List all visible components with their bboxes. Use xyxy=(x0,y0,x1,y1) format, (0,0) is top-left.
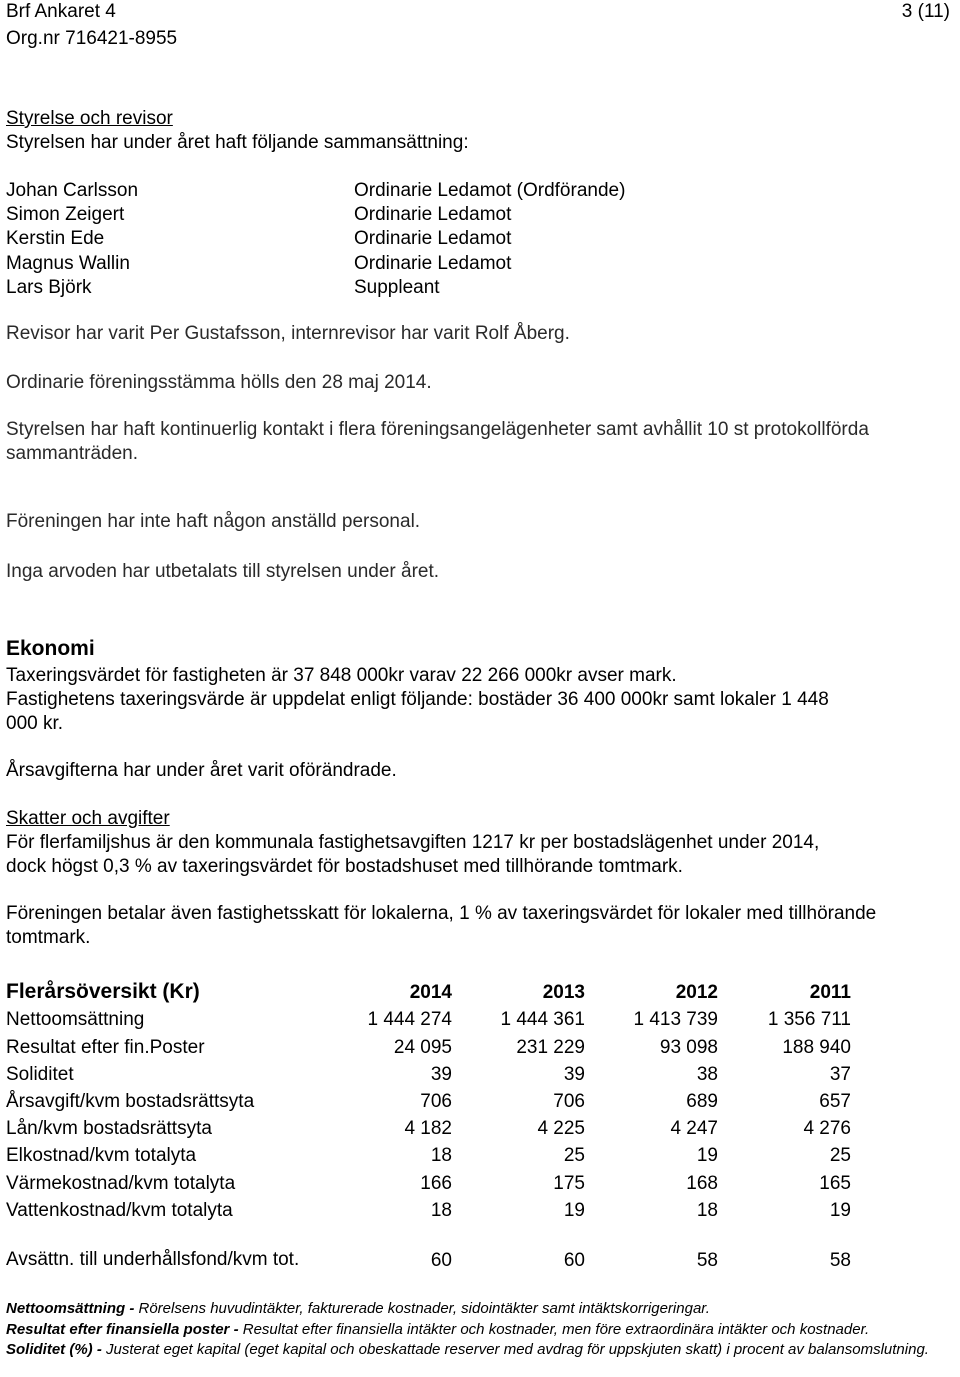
table-row xyxy=(6,1113,851,1140)
note-item xyxy=(6,1299,956,1320)
table-row xyxy=(6,1167,851,1194)
row-value: 18 xyxy=(696,1199,718,1221)
member-role: Ordinarie Ledamot (Ordförande) xyxy=(354,180,626,201)
row-label: Soliditet xyxy=(6,1063,74,1085)
row-value: 4 225 xyxy=(537,1118,585,1140)
row-label: Avsättn. till underhållsfond/kvm tot. xyxy=(6,1248,300,1270)
row-value: 1 444 274 xyxy=(367,1009,452,1031)
row-value: 93 098 xyxy=(659,1036,718,1058)
row-value: 1 444 361 xyxy=(500,1009,585,1031)
row-value: 175 xyxy=(553,1172,585,1194)
taxes-heading: Skatter och avgifter xyxy=(6,808,170,829)
row-label: Värmekostnad/kvm totalyta xyxy=(6,1172,236,1194)
org-name: Brf Ankaret 4 xyxy=(6,1,116,22)
row-value: 19 xyxy=(829,1199,851,1221)
member-role: Ordinarie Ledamot xyxy=(354,252,512,274)
row-value: 4 182 xyxy=(404,1118,452,1140)
row-value: 166 xyxy=(420,1172,452,1194)
member-name: Magnus Wallin xyxy=(6,252,130,274)
row-value: 37 xyxy=(829,1063,851,1085)
note-item xyxy=(6,1320,956,1341)
row-label: Årsavgift/kvm bostadsrättsyta xyxy=(6,1090,255,1112)
table-row xyxy=(6,1086,851,1113)
row-value: 39 xyxy=(430,1063,452,1085)
table-row xyxy=(6,1140,851,1167)
table-row xyxy=(6,1222,851,1272)
row-label: Elkostnad/kvm totalyta xyxy=(6,1145,197,1167)
row-value: 38 xyxy=(696,1063,718,1085)
board-intro: Styrelsen har under året haft följande sammansättning: xyxy=(6,132,469,153)
overview-title: Flerårsöversikt (Kr) xyxy=(6,980,200,1004)
row-value: 4 247 xyxy=(670,1118,718,1140)
note-text: Rörelsens huvudintäkter, fakturerade kostnader, sidointäkter samt intäktskorrigeringar. xyxy=(134,1300,710,1317)
page-number: 3 (11) xyxy=(901,1,950,22)
economy-heading: Ekonomi xyxy=(6,637,95,660)
row-value: 39 xyxy=(563,1063,585,1085)
row-label: Resultat efter fin.Poster xyxy=(6,1036,205,1058)
row-value: 689 xyxy=(686,1090,718,1112)
year-header: 2012 xyxy=(675,982,718,1004)
row-value: 58 xyxy=(829,1249,851,1271)
member-name: Lars Björk xyxy=(6,276,92,298)
member-row xyxy=(6,227,625,251)
row-value: 18 xyxy=(430,1199,452,1221)
table-row xyxy=(6,1004,851,1031)
note-term: Resultat efter finansiella poster - xyxy=(6,1320,239,1338)
row-value: 168 xyxy=(686,1172,718,1194)
table-header-row xyxy=(6,977,851,1004)
member-row xyxy=(6,252,625,276)
year-header: 2014 xyxy=(409,982,452,1004)
staff-text: Föreningen har inte haft någon anställd personal. xyxy=(6,511,421,532)
member-role: Ordinarie Ledamot xyxy=(354,228,512,250)
row-value: 58 xyxy=(696,1249,718,1271)
row-value: 25 xyxy=(563,1145,585,1167)
row-value: 1 413 739 xyxy=(633,1009,718,1031)
table-row xyxy=(6,1059,851,1086)
tax-split-text: Fastighetens taxeringsvärde är uppdelat enligt följande: bostäder 36 400 000kr samt lokaler 1 448 000 kr. xyxy=(6,689,829,734)
year-header: 2011 xyxy=(809,982,851,1004)
member-role: Suppleant xyxy=(354,276,440,298)
tax-value-text: Taxeringsvärdet för fastigheten är 37 848 000kr varav 22 266 000kr avser mark. xyxy=(6,665,677,686)
row-value: 60 xyxy=(430,1249,452,1271)
note-text: Resultat efter finansiella intäkter och kostnader, men före extraordinära intäkter och kostnader. xyxy=(238,1320,870,1338)
member-name: Kerstin Ede xyxy=(6,228,105,250)
row-value: 19 xyxy=(696,1145,718,1167)
note-item xyxy=(6,1340,956,1361)
row-value: 657 xyxy=(819,1090,851,1112)
row-value: 18 xyxy=(430,1145,452,1167)
note-term: Soliditet (%) - xyxy=(6,1341,102,1358)
row-value: 706 xyxy=(553,1090,585,1112)
board-heading: Styrelse och revisor xyxy=(6,108,173,129)
row-value: 706 xyxy=(420,1090,452,1112)
board-members-list xyxy=(6,179,625,300)
member-row xyxy=(6,276,625,300)
row-value: 1 356 711 xyxy=(767,1009,851,1031)
table-row xyxy=(6,1195,851,1222)
year-header: 2013 xyxy=(542,982,585,1004)
definitions-notes xyxy=(6,1299,956,1361)
note-text: Justerat eget kapital (eget kapital och obeskattade reserver med avdrag för uppskjuten skatt) i procent av balansomslutning. xyxy=(101,1341,929,1358)
member-name: Johan Carlsson xyxy=(6,180,139,201)
auditor-text: Revisor har varit Per Gustafsson, internrevisor har varit Rolf Åberg. xyxy=(6,323,570,344)
table-row xyxy=(6,1031,851,1058)
taxes-paragraph-2: Föreningen betalar även fastighetsskatt för lokalerna, 1 % av taxeringsvärdet för lokaler med tillhörande tomtmark. xyxy=(6,903,877,948)
row-value: 4 276 xyxy=(803,1118,851,1140)
row-value: 231 229 xyxy=(516,1036,585,1058)
row-value: 19 xyxy=(563,1199,585,1221)
contact-text: Styrelsen har haft kontinuerlig kontakt i flera föreningsangelägenheter samt avhållit 10 st protokollförda sammanträden. xyxy=(6,419,869,464)
row-label: Lån/kvm bostadsrättsyta xyxy=(6,1118,212,1140)
row-label: Vattenkostnad/kvm totalyta xyxy=(6,1199,233,1221)
row-value: 25 xyxy=(829,1145,851,1167)
multi-year-overview-table xyxy=(6,977,851,1272)
row-value: 188 940 xyxy=(782,1036,851,1058)
row-value: 60 xyxy=(563,1249,585,1271)
annual-fees-text: Årsavgifterna har under året varit oförändrade. xyxy=(6,760,397,781)
org-number: Org.nr 716421-8955 xyxy=(6,28,178,49)
row-value: 165 xyxy=(819,1172,851,1194)
member-row xyxy=(6,179,625,203)
member-row xyxy=(6,203,625,227)
member-role: Ordinarie Ledamot xyxy=(354,204,512,226)
fees-text: Inga arvoden har utbetalats till styrelsen under året. xyxy=(6,561,440,582)
taxes-paragraph-1: För flerfamiljshus är den kommunala fastighetsavgiften 1217 kr per bostadslägenhet under 2014, dock högst 0,3 % av taxeringsvärdet för bostadshuset med tillhörande tomtmark. xyxy=(6,832,820,877)
row-label: Nettoomsättning xyxy=(6,1009,145,1031)
member-name: Simon Zeigert xyxy=(6,204,125,226)
row-value: 24 095 xyxy=(393,1036,452,1058)
note-term: Nettoomsättning - xyxy=(6,1300,135,1317)
meeting-text: Ordinarie föreningsstämma hölls den 28 maj 2014. xyxy=(6,372,432,393)
